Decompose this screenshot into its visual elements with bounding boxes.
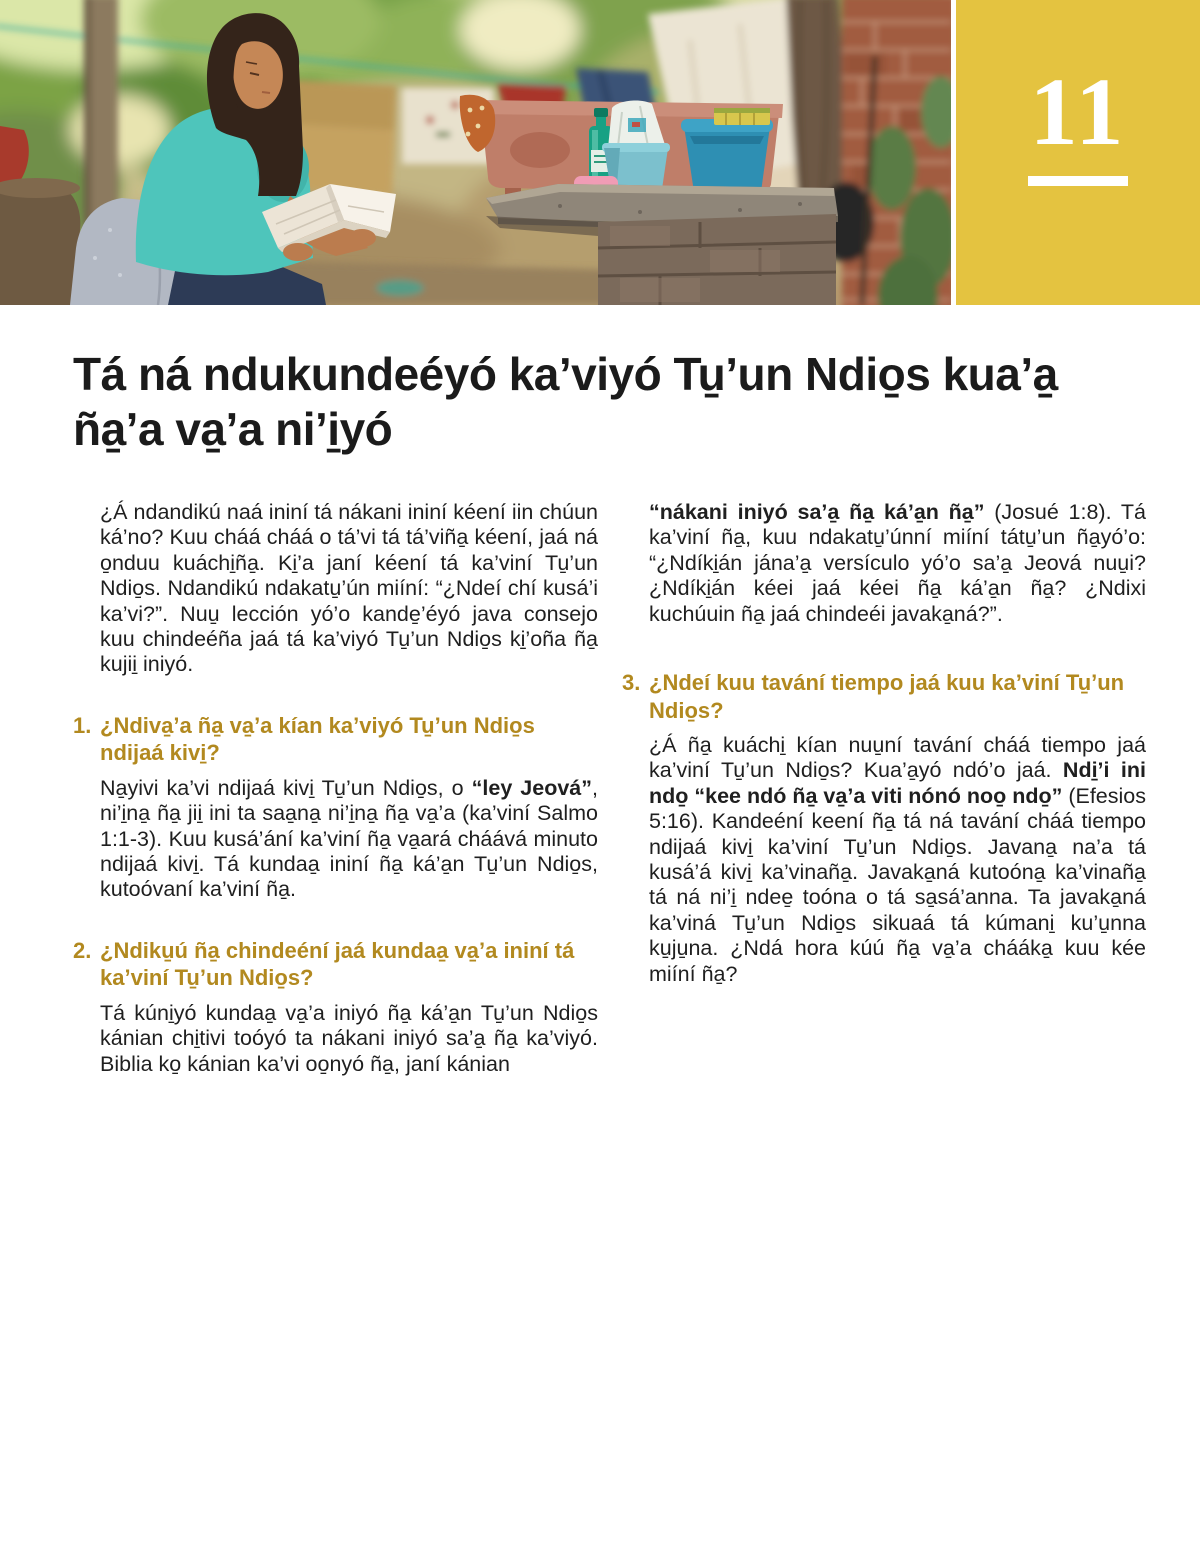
section-1-head (73, 712, 598, 767)
section-number: 3. (622, 670, 641, 696)
hero-photo-illustration (0, 0, 951, 305)
lesson-title: Tá ná ndukundeéyó ka’viyó Tu̱’un Ndio̱s kua’a̱ ña̱’a va̱’a ni’i̱yó (73, 348, 1058, 455)
chapter-number-box (956, 0, 1200, 305)
section-heading: ¿Ndiku̱ú ña̱ chindeéní jaá kundaa̱ va̱’a ininí tá ka’viní Tu̱’un Ndio̱s? (100, 937, 575, 991)
chapter-number: 11 (1029, 58, 1127, 165)
section-heading: ¿Ndiva̱’a ña̱ va̱’a kían ka’viyó Tu̱’un Ndio̱s ndijaá kivi̱? (100, 712, 535, 766)
intro-paragraph: ¿Á ndandikú naá ininí tá nákani ininí kéení iin chúun ká’no? Kuu cháá cháá o tá’vi tá tá’viña̱ kéení, jaá ná o̱nduu kuáchi̱ña̱. Ki̱’a janí kéení tá ka’viní Tu̱’un Ndio̱s. Ndandikú ndakatu̱’ún miíní: “¿Ndeí chí kusá’i ka’vi?”. Nuu̱ lección yó’o kande̱’éyó java consejo kuu chindeéña jaá tá ka’viyó Tu̱’un Ndio̱s ki̱’oña ña̱ kujii̱ iniyó. (100, 500, 598, 677)
chapter-underline-bar (1028, 176, 1128, 186)
section-number: 1. (73, 712, 92, 738)
hero-photo (0, 0, 951, 305)
section-2-head (73, 937, 598, 992)
section-3 (622, 669, 1146, 987)
section-2 (73, 937, 598, 1077)
section-number: 2. (73, 937, 92, 963)
column-left (73, 500, 598, 1077)
section-body: Na̱yivi ka’vi ndijaá kivi̱ Tu̱’un Ndio̱s, o “ley Jeová”, ni’i̱na̱ ña̱ jii̱ ini ta saa̱na̱ ni’i̱na̱ ña̱ va̱’a (ka’viní Salmo 1:1-3). Kuu kusá’ání ka’viní ña̱ va̱ará cháává minuto ndijaá kivi̱. Tá kundaa̱ ininí ña̱ ká’a̱n Tu̱’un Ndio̱s, kutoóvaní ka’viní ña̱. (100, 775, 598, 902)
section-2-continuation: “nákani iniyó sa’a̱ ña̱ ká’a̱n ña̱” (Josué 1:8). Tá ka’viní ña̱, kuu ndakatu̱’únní miíní tátu̱’un ña̱yó’o: “¿Ndíki̱án jána’a̱ versículo yó’o sa’a̱ Jeová nuu̱i? ¿Ndíki̱án kéei jaá kéei ña̱ ká’a̱n ña̱? ¿Ndixi kuchúuin ña̱ jaá chindeéi javaka̱ná?”. (649, 500, 1146, 626)
section-1 (73, 712, 598, 903)
section-heading: ¿Ndeí kuu tavání tiempo jaá kuu ka’viní Tu̱’un Ndio̱s? (649, 670, 1125, 723)
section-3-head (622, 669, 1146, 724)
section-body: Tá kúni̱yó kundaa̱ va̱’a iniyó ña̱ ká’a̱n Tu̱’un Ndio̱s kánian chi̱tivi toóyó ta nákani iniyó sa’a̱ ña̱ ka’viyó. Biblia ko̱ kánian ka’vi oo̱nyó ña̱, janí kánian (100, 1000, 598, 1076)
column-right (622, 500, 1146, 987)
section-body: ¿Á ña̱ kuáchi̱ kían nuu̱ní tavání cháá tiempo jaá ka’viní Tu̱’un Ndio̱s? Kua’a̱yó ndó’o jaá. Ndi̱’i ini ndo̱ “kee ndó ña̱ va̱’a viti nónó noo̱ ndo̱” (Efesios 5:16). Kandeéní keení ña̱ tá ná tavání cháá tiempo ndijaá kivi̱ ka’viní Tu̱’un Ndio̱s. Javana̱ na’a tá kusá’á kivi̱ ka’vinaña̱. Javaka̱ná kutoóna̱ ka’vinaña̱ tá ná ni’i̱ ndee̱ toóna o tá sa̱sá’anna. Ta javaka̱ná ka’viná Tu̱’un Ndio̱s sikuaá tá kúmani̱ ku’u̱nna ku̱ju̱na. ¿Ndá hora kúú ña̱ va̱’a chááka̱ kuu kée miíní ña̱? (649, 733, 1146, 986)
